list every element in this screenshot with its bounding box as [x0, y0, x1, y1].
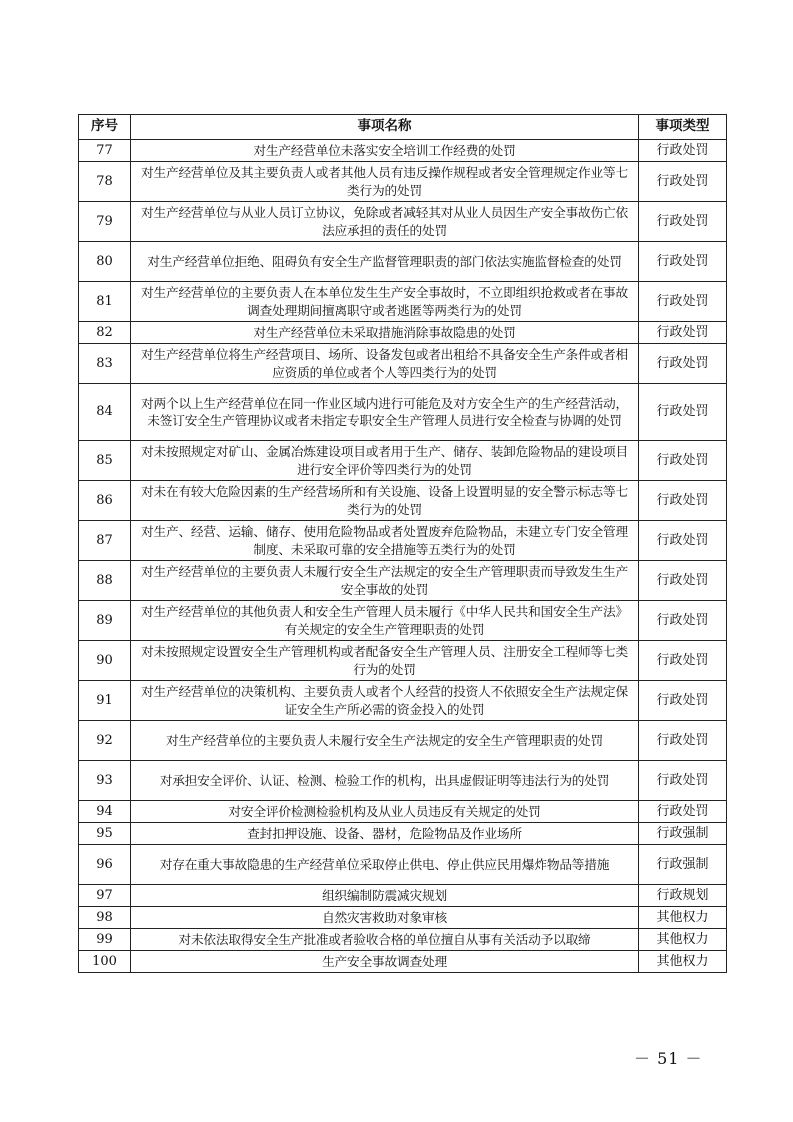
row-type: 行政处罚 [639, 641, 727, 681]
row-no: 90 [79, 641, 131, 681]
row-name: 对未在有较大危险因素的生产经营场所和有关设施、设备上设置明显的安全警示标志等七类行为的处罚 [131, 481, 639, 521]
row-type: 行政规划 [639, 885, 727, 907]
row-no: 100 [79, 951, 131, 973]
table-row [79, 601, 727, 641]
row-no: 93 [79, 761, 131, 801]
items-table [78, 114, 727, 973]
row-type: 行政处罚 [639, 521, 727, 561]
row-name: 对生产经营单位的主要负责人未履行安全生产法规定的安全生产管理职责而导致发生生产安全事故的处罚 [131, 561, 639, 601]
row-no: 84 [79, 384, 131, 441]
row-type: 行政处罚 [639, 721, 727, 761]
row-type: 行政处罚 [639, 282, 727, 322]
row-name: 组织编制防震减灾规划 [131, 885, 639, 907]
row-name: 自然灾害救助对象审核 [131, 907, 639, 929]
table-row [79, 384, 727, 441]
row-name: 对生产经营单位的主要负责人在本单位发生生产安全事故时，不立即组织抢救或者在事故调查处理期间擅离职守或者逃匿等两类行为的处罚 [131, 282, 639, 322]
row-type: 行政处罚 [639, 202, 727, 242]
table-row [79, 681, 727, 721]
row-type: 行政处罚 [639, 561, 727, 601]
row-name: 对生产经营单位与从业人员订立协议，免除或者减轻其对从业人员因生产安全事故伤亡依法应承担的责任的处罚 [131, 202, 639, 242]
row-name: 对生产经营单位的主要负责人未履行安全生产法规定的安全生产管理职责的处罚 [131, 721, 639, 761]
row-no: 86 [79, 481, 131, 521]
table-row [79, 344, 727, 384]
row-name: 生产安全事故调查处理 [131, 951, 639, 973]
row-type: 行政处罚 [639, 384, 727, 441]
row-type: 行政处罚 [639, 162, 727, 202]
row-type: 行政处罚 [639, 140, 727, 162]
table-row [79, 761, 727, 801]
table-row [79, 823, 727, 845]
row-name: 对未依法取得安全生产批准或者验收合格的单位擅自从事有关活动予以取缔 [131, 929, 639, 951]
table-row [79, 441, 727, 481]
row-name: 对生产、经营、运输、储存、使用危险物品或者处置废弃危险物品，未建立专门安全管理制度、未采取可靠的安全措施等五类行为的处罚 [131, 521, 639, 561]
table-row [79, 242, 727, 282]
row-no: 88 [79, 561, 131, 601]
row-no: 99 [79, 929, 131, 951]
table-row [79, 929, 727, 951]
row-no: 79 [79, 202, 131, 242]
row-type: 行政处罚 [639, 344, 727, 384]
row-no: 97 [79, 885, 131, 907]
row-name: 查封扣押设施、设备、器材，危险物品及作业场所 [131, 823, 639, 845]
table-row [79, 322, 727, 344]
row-no: 85 [79, 441, 131, 481]
row-no: 78 [79, 162, 131, 202]
table-row [79, 845, 727, 885]
table-row [79, 481, 727, 521]
row-no: 94 [79, 801, 131, 823]
row-no: 83 [79, 344, 131, 384]
row-name: 对未按照规定设置安全生产管理机构或者配备安全生产管理人员、注册安全工程师等七类行为的处罚 [131, 641, 639, 681]
row-no: 98 [79, 907, 131, 929]
row-no: 81 [79, 282, 131, 322]
row-name: 对承担安全评价、认证、检测、检验工作的机构，出具虚假证明等违法行为的处罚 [131, 761, 639, 801]
header-name: 事项名称 [131, 115, 639, 140]
row-name: 对生产经营单位的其他负责人和安全生产管理人员未履行《中华人民共和国安全生产法》有关规定的安全生产管理职责的处罚 [131, 601, 639, 641]
row-name: 对存在重大事故隐患的生产经营单位采取停止供电、停止供应民用爆炸物品等措施 [131, 845, 639, 885]
row-type: 行政处罚 [639, 601, 727, 641]
row-no: 92 [79, 721, 131, 761]
row-no: 77 [79, 140, 131, 162]
header-no: 序号 [79, 115, 131, 140]
table-row [79, 162, 727, 202]
table-row [79, 907, 727, 929]
row-type: 行政强制 [639, 845, 727, 885]
row-name: 对生产经营单位未采取措施消除事故隐患的处罚 [131, 322, 639, 344]
table-row [79, 801, 727, 823]
table-row [79, 951, 727, 973]
row-type: 行政强制 [639, 823, 727, 845]
row-name: 对两个以上生产经营单位在同一作业区域内进行可能危及对方安全生产的生产经营活动，未签订安全生产管理协议或者未指定专职安全生产管理人员进行安全检查与协调的处罚 [131, 384, 639, 441]
row-type: 行政处罚 [639, 801, 727, 823]
row-type: 行政处罚 [639, 761, 727, 801]
row-name: 对生产经营单位将生产经营项目、场所、设备发包或者出租给不具备安全生产条件或者相应资质的单位或者个人等四类行为的处罚 [131, 344, 639, 384]
row-no: 80 [79, 242, 131, 282]
row-type: 行政处罚 [639, 242, 727, 282]
table-row [79, 641, 727, 681]
row-no: 96 [79, 845, 131, 885]
row-no: 89 [79, 601, 131, 641]
row-no: 82 [79, 322, 131, 344]
row-name: 对安全评价检测检验机构及从业人员违反有关规定的处罚 [131, 801, 639, 823]
row-name: 对生产经营单位未落实安全培训工作经费的处罚 [131, 140, 639, 162]
row-name: 对生产经营单位拒绝、阻碍负有安全生产监督管理职责的部门依法实施监督检查的处罚 [131, 242, 639, 282]
table-row [79, 282, 727, 322]
row-type: 其他权力 [639, 951, 727, 973]
row-type: 行政处罚 [639, 481, 727, 521]
page-number: － 51 － [634, 1049, 703, 1068]
row-name: 对生产经营单位的决策机构、主要负责人或者个人经营的投资人不依照安全生产法规定保证安全生产所必需的资金投入的处罚 [131, 681, 639, 721]
table-row [79, 561, 727, 601]
row-name: 对未按照规定对矿山、金属冶炼建设项目或者用于生产、储存、装卸危险物品的建设项目进行安全评价等四类行为的处罚 [131, 441, 639, 481]
row-name: 对生产经营单位及其主要负责人或者其他人员有违反操作规程或者安全管理规定作业等七类行为的处罚 [131, 162, 639, 202]
row-type: 其他权力 [639, 907, 727, 929]
table-row [79, 521, 727, 561]
table-header-row [79, 115, 727, 140]
row-no: 87 [79, 521, 131, 561]
row-type: 行政处罚 [639, 681, 727, 721]
row-no: 91 [79, 681, 131, 721]
row-no: 95 [79, 823, 131, 845]
row-type: 行政处罚 [639, 322, 727, 344]
row-type: 行政处罚 [639, 441, 727, 481]
table-row [79, 885, 727, 907]
header-type: 事项类型 [639, 115, 727, 140]
table-row [79, 140, 727, 162]
row-type: 其他权力 [639, 929, 727, 951]
table-row [79, 721, 727, 761]
table-row [79, 202, 727, 242]
